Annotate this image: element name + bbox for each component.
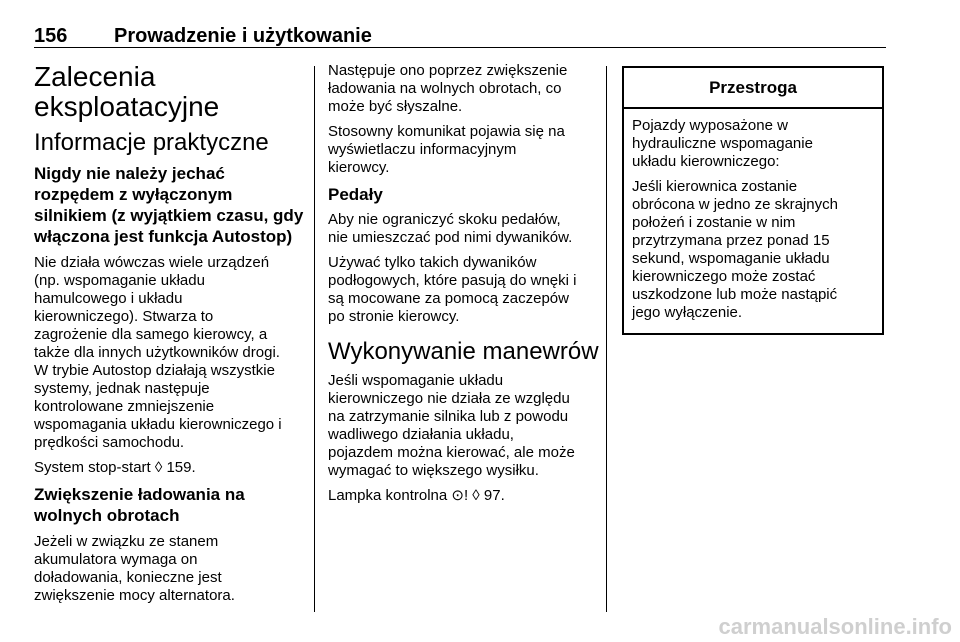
caution-paragraph-1: Pojazdy wyposażone w hydrauliczne wspomaganie układu kierowniczego:	[632, 117, 813, 170]
topic-heading-pedals: Pedały	[328, 185, 383, 204]
paragraph-pedals: Aby nie ograniczyć skoku pedałów, nie umieszczać pod nimi dywaników.	[328, 211, 573, 246]
paragraph-idle-increase: Następuje ono poprzez zwiększenie ładowania na wolnych obrotach, co może być słyszalne.	[328, 62, 568, 115]
column-3	[622, 66, 884, 335]
page-number: 156	[34, 25, 68, 47]
page-header-title: Prowadzenie i użytkowanie	[114, 25, 372, 47]
column-divider-2	[606, 66, 607, 612]
subsection-heading: Informacje praktyczne	[34, 129, 269, 156]
paragraph-driver-info: Stosowny komunikat pojawia się na wyświetlaczu informacyjnym kierowcy.	[328, 123, 565, 176]
paragraph-idle-charging: Jeżeli w związku ze stanem akumulatora wymaga on doładowania, konieczne jest zwiększenie mocy alternatora.	[34, 533, 235, 604]
header-rule	[34, 47, 886, 48]
column-1	[34, 62, 304, 612]
paragraph-floor-mats: Używać tylko takich dywaników podłogowych, które pasują do wnęki i są mocowane za pomocą zaczepów po stronie kierowcy.	[328, 254, 577, 325]
caution-body	[624, 109, 882, 333]
paragraph-stop-start-ref: System stop-start ◊ 159.	[34, 459, 196, 476]
caution-title: Przestroga	[624, 68, 882, 109]
column-divider-1	[314, 66, 315, 612]
subsection-heading-maneuvering: Wykonywanie manewrów	[328, 338, 599, 365]
paragraph-steering-assist: Jeśli wspomaganie układu kierowniczego nie działa ze względu na zatrzymanie silnika lub z powodu wadliwego działania układu, pojazdem można kierować, ale może wymagać to większego wysiłku.	[328, 372, 575, 479]
watermark: carmanualsonline.info	[718, 614, 952, 639]
topic-heading-idle-charging: Zwiększenie ładowania na wolnych obrotach	[34, 485, 245, 525]
section-heading: Zalecenia eksploatacyjne	[34, 61, 220, 122]
caution-box	[622, 66, 884, 335]
column-2	[328, 62, 600, 512]
topic-heading-coasting: Nigdy nie należy jechać rozpędem z wyłączonym silnikiem (z wyjątkiem czasu, gdy włączona jest funkcja Autostop)	[34, 164, 304, 246]
caution-paragraph-2: Jeśli kierownica zostanie obrócona w jedno ze skrajnych położeń i zostanie w nim przytrzymana przez ponad 15 sekund, wspomaganie układu kierowniczego może zostać uszkodzone lub może nastąpić jego wyłączenie.	[632, 178, 838, 321]
paragraph-coasting: Nie działa wówczas wiele urządzeń (np. wspomaganie układu hamulcowego i układu kierowniczego). Stwarza to zagrożenie dla samego kierowcy, a także dla innych użytkowników drogi. W trybie Autostop działają wszystkie systemy, jednak następuje kontrolowane zmniejszenie wspomagania układu kierowniczego i prędkości samochodu.	[34, 254, 282, 451]
paragraph-control-lamp: Lampka kontrolna ⊙! ◊ 97.	[328, 487, 505, 504]
